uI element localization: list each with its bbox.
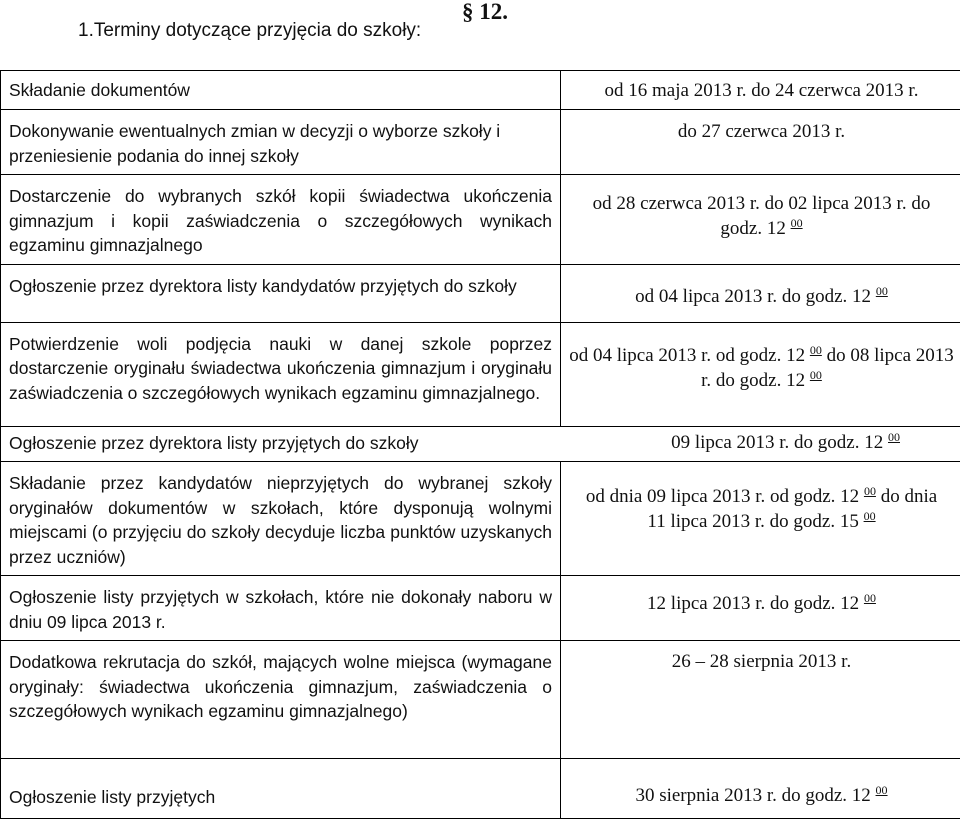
activity-text: Ogłoszenie przez dyrektora listy przyjętych do szkoły bbox=[9, 431, 418, 456]
table-row bbox=[1, 322, 960, 426]
activity-cell bbox=[1, 110, 561, 175]
date-cell bbox=[561, 462, 960, 576]
date-cell bbox=[561, 175, 960, 265]
date-cell bbox=[561, 322, 960, 426]
date-cell bbox=[561, 110, 960, 175]
date-text bbox=[561, 462, 960, 540]
activity-text: Ogłoszenie listy przyjętych w szkołach, które nie dokonały naboru w dniu 09 lipca 2013 r. bbox=[1, 576, 560, 640]
date-part: od dnia 09 lipca 2013 r. od godz. 12 bbox=[586, 486, 859, 507]
section-heading: 1.Terminy dotyczące przyjęcia do szkoły: bbox=[78, 20, 421, 42]
activity-text: Ogłoszenie przez dyrektora listy kandydatów przyjętych do szkoły bbox=[1, 265, 560, 305]
date-part: 12 lipca 2013 r. do godz. 12 bbox=[647, 593, 859, 614]
date-part: do 08 lipca 2013 r. do godz. 12 bbox=[701, 345, 954, 391]
activity-cell bbox=[1, 71, 561, 110]
table-row bbox=[1, 175, 960, 265]
date-text bbox=[671, 431, 900, 456]
time-superscript: 00 bbox=[810, 343, 822, 357]
time-superscript: 00 bbox=[864, 484, 876, 498]
date-cell bbox=[561, 576, 960, 641]
date-cell bbox=[561, 759, 960, 819]
date-text bbox=[561, 576, 960, 622]
date-cell bbox=[561, 641, 960, 759]
date-part: 09 lipca 2013 r. do godz. 12 bbox=[671, 432, 883, 453]
table-row bbox=[1, 641, 960, 759]
activity-cell bbox=[1, 175, 561, 265]
time-superscript: 00 bbox=[791, 216, 803, 230]
date-part: 30 sierpnia 2013 r. do godz. 12 bbox=[635, 785, 870, 806]
table-row bbox=[1, 426, 960, 462]
activity-text: Potwierdzenie woli podjęcia nauki w danej szkole poprzez dostarczenie oryginału świadectwa ukończenia gimnazjum i oryginału zaświadczenia o szczegółowych wynikach egzaminu gimnazjalnego. bbox=[1, 323, 560, 412]
time-superscript: 00 bbox=[864, 509, 876, 523]
time-superscript: 00 bbox=[810, 368, 822, 382]
activity-text: Ogłoszenie listy przyjętych bbox=[1, 759, 560, 816]
table-row bbox=[1, 576, 960, 641]
activity-text: Składanie dokumentów bbox=[1, 71, 560, 109]
table-row bbox=[1, 264, 960, 322]
date-part: od 04 lipca 2013 r. od godz. 12 bbox=[569, 345, 805, 366]
table-row bbox=[1, 71, 960, 110]
schedule-table bbox=[0, 70, 960, 819]
activity-cell bbox=[1, 576, 561, 641]
date-text: od 16 maja 2013 r. do 24 czerwca 2013 r. bbox=[561, 71, 960, 109]
activity-text: Składanie przez kandydatów nieprzyjętych do wybranej szkoły oryginałów dokumentów w szkołach, które dysponują wolnymi miejscami (o przyjęciu do szkoły decyduje liczba punktów uzyskanych przez uczniów) bbox=[1, 462, 560, 575]
date-text: 26 – 28 sierpnia 2013 r. bbox=[561, 641, 960, 680]
activity-text: Dokonywanie ewentualnych zmian w decyzji o wyborze szkoły i przeniesienie podania do innej szkoły bbox=[1, 110, 560, 174]
date-text bbox=[561, 759, 960, 814]
date-part: od 28 czerwca 2013 r. do 02 lipca 2013 r. do godz. 12 bbox=[593, 193, 931, 239]
time-superscript: 00 bbox=[888, 430, 900, 444]
time-superscript: 00 bbox=[864, 591, 876, 605]
table-row bbox=[1, 110, 960, 175]
time-superscript: 00 bbox=[876, 284, 888, 298]
date-text bbox=[561, 323, 960, 399]
date-part: do dnia 11 lipca 2013 r. do godz. 15 bbox=[647, 486, 937, 532]
activity-cell bbox=[1, 264, 561, 322]
activity-cell bbox=[1, 759, 561, 819]
activity-cell bbox=[1, 462, 561, 576]
date-cell bbox=[561, 264, 960, 322]
time-superscript: 00 bbox=[876, 783, 888, 797]
activity-text: Dostarczenie do wybranych szkół kopii świadectwa ukończenia gimnazjum i kopii zaświadczenia o szczegółowych wynikach egzaminu gimnazjalnego bbox=[1, 175, 560, 264]
activity-cell bbox=[1, 322, 561, 426]
merged-cell bbox=[1, 426, 960, 462]
paragraph-number: § 12. bbox=[462, 0, 508, 25]
table-row bbox=[1, 462, 960, 576]
date-text bbox=[561, 265, 960, 315]
date-text bbox=[561, 175, 960, 247]
activity-text: Dodatkowa rekrutacja do szkół, mających wolne miejsca (wymagane oryginały: świadectwa ukończenia gimnazjum, zaświadczenia o szczegółowych wynikach egzaminu gimnazjalnego) bbox=[1, 641, 560, 730]
date-text: do 27 czerwca 2013 r. bbox=[561, 110, 960, 150]
table-row bbox=[1, 759, 960, 819]
date-part: od 04 lipca 2013 r. do godz. 12 bbox=[635, 286, 871, 307]
date-cell bbox=[561, 71, 960, 110]
activity-cell bbox=[1, 641, 561, 759]
